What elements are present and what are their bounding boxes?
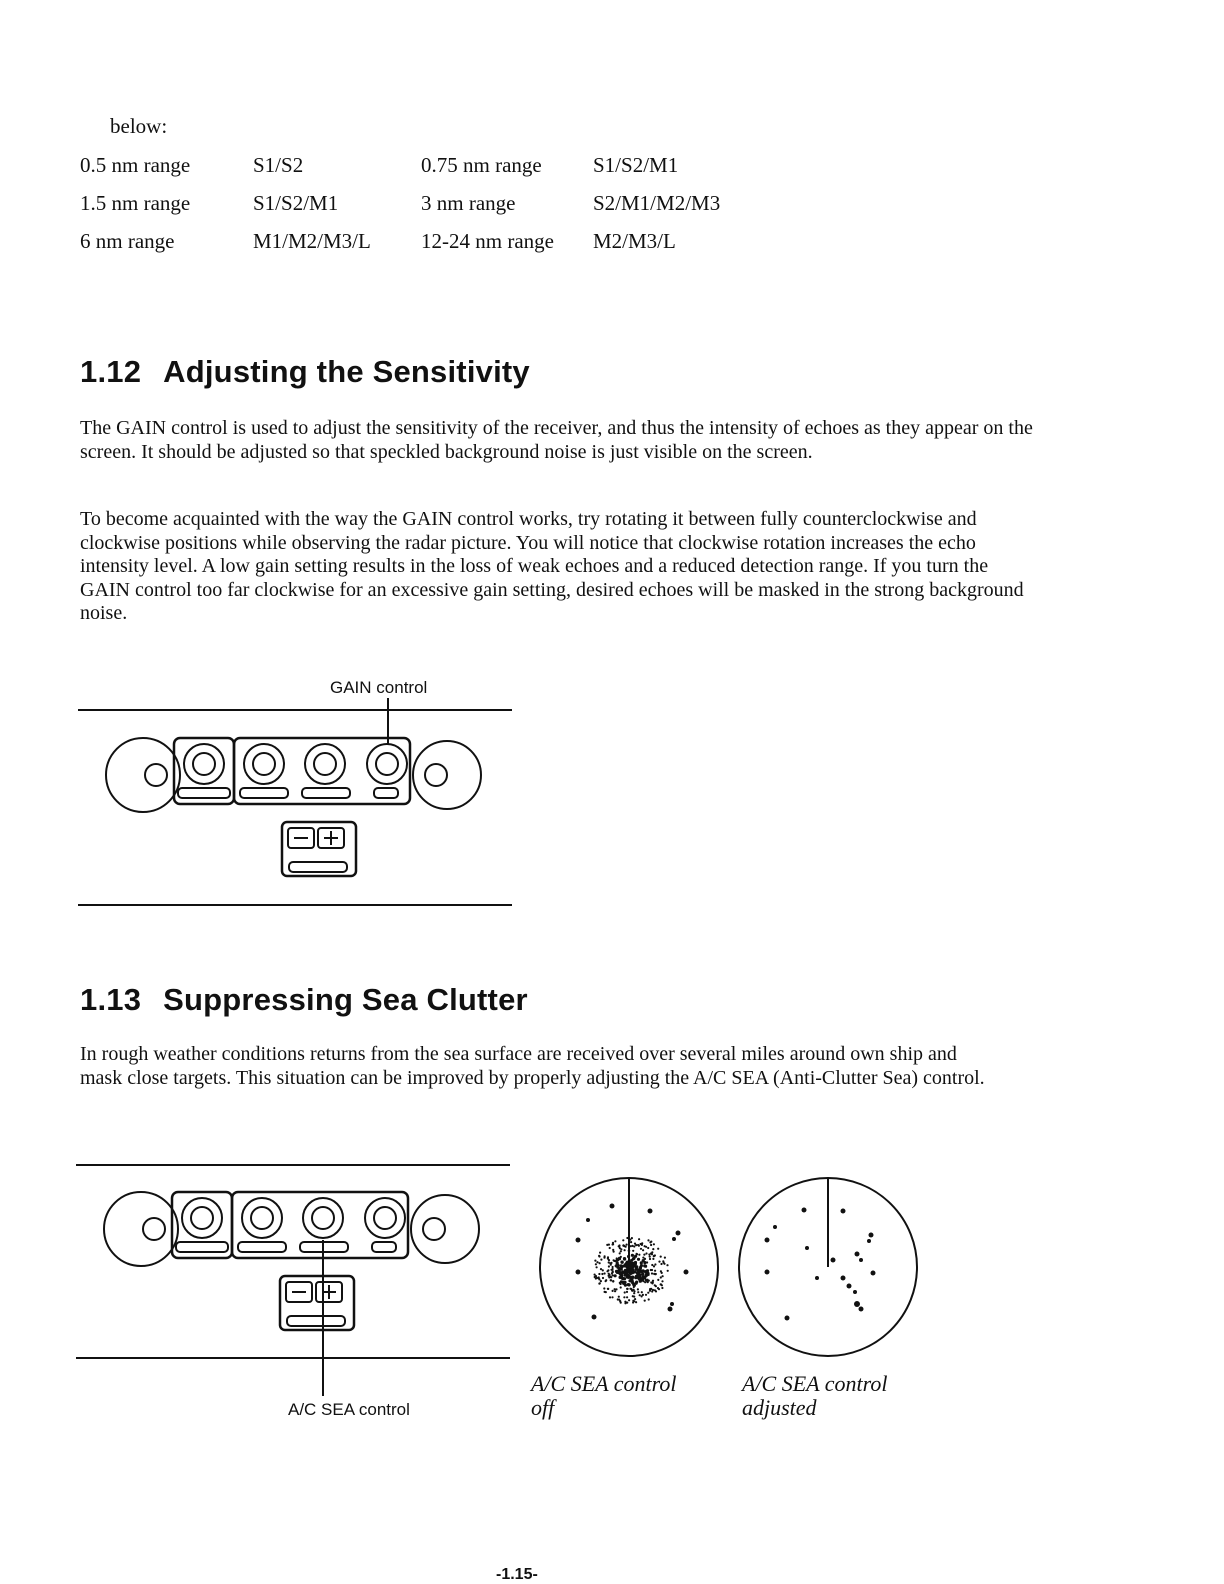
clutter-speck [634,1243,636,1245]
clutter-speck [609,1247,611,1249]
ac-sea-control-label: A/C SEA control [288,1400,410,1419]
clutter-speck [598,1278,600,1280]
clutter-speck [640,1270,643,1273]
section-112-paragraph-1: The GAIN control is used to adjust the sensitivity of the receiver, and thus the intensity of echoes as they appear on the screen. It should be adjusted so that speckled background noise is just visible on the screen. [80,417,1033,463]
clutter-speck [610,1276,612,1278]
clutter-speck [607,1288,609,1290]
clutter-speck [595,1263,597,1265]
clutter-speck [651,1264,653,1266]
clutter-speck [640,1248,642,1250]
clutter-speck [633,1286,635,1288]
clutter-speck [608,1265,610,1267]
clutter-speck [630,1245,632,1247]
clutter-speck [642,1294,644,1296]
clutter-speck [654,1263,656,1265]
clutter-speck [638,1238,640,1240]
clutter-speck [598,1283,600,1285]
clutter-speck [638,1245,640,1247]
clutter-speck [607,1269,609,1271]
clutter-speck [618,1245,620,1247]
clutter-speck [632,1257,635,1260]
clutter-speck [628,1250,630,1252]
range-cell: 3 nm range [421,190,516,215]
clutter-speck [633,1245,635,1247]
clutter-speck [657,1248,659,1250]
clutter-speck [620,1286,622,1288]
clutter-speck [613,1259,615,1261]
clutter-speck [601,1273,603,1275]
clutter-speck [629,1276,632,1279]
clutter-speck [599,1262,601,1264]
clutter-speck [651,1272,653,1274]
clutter-speck [610,1279,612,1281]
clutter-speck [653,1243,655,1245]
clutter-speck [600,1268,602,1270]
clutter-speck [600,1280,602,1282]
clutter-speck [649,1256,651,1258]
radar-scope-off [538,1176,720,1358]
clutter-speck [624,1291,626,1293]
clutter-speck [631,1254,634,1257]
clutter-speck [614,1274,617,1277]
clutter-speck [634,1298,636,1300]
clutter-speck [631,1268,634,1271]
clutter-speck [623,1257,626,1260]
clutter-speck [648,1298,650,1300]
clutter-speck [667,1270,669,1272]
clutter-speck [633,1292,635,1294]
clutter-speck [596,1277,598,1279]
clutter-speck [638,1254,640,1256]
clutter-speck [639,1294,641,1296]
clutter-speck [649,1290,651,1292]
clutter-speck [623,1281,626,1284]
clutter-speck [631,1279,634,1282]
clutter-speck [636,1271,639,1274]
clutter-speck [654,1289,656,1291]
clutter-speck [603,1287,605,1289]
clutter-speck [612,1270,614,1272]
clutter-speck [648,1280,650,1282]
clutter-speck [620,1248,622,1250]
clutter-speck [618,1257,620,1259]
clutter-speck [664,1257,666,1259]
radar-scope-adjusted [737,1176,919,1358]
clutter-speck [620,1302,622,1304]
clutter-speck [647,1292,649,1294]
clutter-speck [629,1239,631,1241]
clutter-speck [612,1266,614,1268]
pulse-cell: S2/M1/M2/M3 [593,190,721,215]
clutter-speck [622,1239,624,1241]
clutter-speck [658,1261,660,1263]
clutter-speck [662,1260,664,1262]
clutter-speck [660,1283,662,1285]
clutter-speck [623,1245,625,1247]
clutter-speck [614,1240,616,1242]
clutter-speck [620,1250,622,1252]
clutter-speck [639,1267,642,1270]
clutter-speck [608,1244,610,1246]
clutter-speck [627,1283,630,1286]
clutter-speck [640,1264,643,1267]
clutter-speck [618,1296,620,1298]
clutter-speck [610,1264,612,1266]
clutter-speck [627,1265,630,1268]
caption-line: adjusted [742,1395,817,1420]
clutter-speck [612,1249,614,1251]
clutter-speck [608,1276,610,1278]
clutter-speck [635,1282,638,1285]
clutter-speck [598,1273,600,1275]
clutter-speck [602,1269,604,1271]
clutter-speck [637,1291,639,1293]
range-cell: 0.5 nm range [80,152,191,177]
clutter-speck [611,1272,613,1274]
clutter-speck [626,1237,628,1239]
clutter-speck [631,1237,633,1239]
clutter-speck [624,1284,627,1287]
section-title: Adjusting the Sensitivity [163,354,530,389]
clutter-speck [637,1288,639,1290]
clutter-speck [661,1272,663,1274]
caption-line: off [531,1395,555,1420]
range-cell: 6 nm range [80,228,175,253]
clutter-speck [634,1276,637,1279]
clutter-speck [594,1260,596,1262]
pulse-cell: S1/S2 [253,152,304,177]
clutter-speck [644,1300,646,1302]
clutter-speck [648,1253,650,1255]
clutter-speck [596,1266,598,1268]
clutter-speck [630,1241,632,1243]
clutter-speck [612,1280,614,1282]
clutter-speck [649,1258,651,1260]
clutter-speck [657,1279,659,1281]
clutter-speck [660,1256,662,1258]
clutter-speck [635,1301,637,1303]
section-113-paragraph-1: In rough weather conditions returns from the sea surface are received over several miles around own ship and mask close targets. This situation can be improved by properly adjusting the A/C SEA (Anti-Clutter Sea) control. [80,1043,985,1089]
clutter-speck [655,1285,657,1287]
clutter-speck [617,1298,619,1300]
range-cell: 0.75 nm range [421,152,542,177]
section-number: 1.13 [80,982,142,1017]
caption-line: A/C SEA control [531,1371,677,1396]
clutter-speck [652,1248,654,1250]
clutter-speck [660,1276,662,1278]
clutter-speck [600,1259,602,1261]
clutter-speck [654,1254,656,1256]
clutter-speck [607,1258,609,1260]
clutter-speck [624,1264,627,1267]
pulse-cell: S1/S2/M1 [253,190,339,215]
clutter-speck [638,1277,641,1280]
intro-text: below: [110,114,168,138]
clutter-speck [661,1280,663,1282]
clutter-speck [643,1254,645,1256]
clutter-speck [612,1274,614,1276]
clutter-speck [647,1239,649,1241]
clutter-speck [643,1261,646,1264]
clutter-speck [647,1247,649,1249]
clutter-speck [615,1288,617,1290]
clutter-speck [609,1296,611,1298]
clutter-speck [637,1258,640,1261]
clutter-speck [645,1271,648,1274]
clutter-speck [661,1287,663,1289]
clutter-speck [619,1282,621,1284]
clutter-speck [614,1288,616,1290]
clutter-speck [621,1277,624,1280]
clutter-speck [623,1296,625,1298]
clutter-speck [611,1296,613,1298]
clutter-speck [649,1241,651,1243]
clutter-speck [651,1290,653,1292]
clutter-speck [616,1262,619,1265]
clutter-speck [603,1257,605,1259]
clutter-speck [642,1276,645,1279]
clutter-speck [599,1252,601,1254]
clutter-speck [632,1295,634,1297]
clutter-speck [624,1249,626,1251]
clutter-speck [642,1249,644,1251]
gain-control-label: GAIN control [330,678,428,697]
range-cell: 12-24 nm range [421,228,554,253]
clutter-speck [633,1300,635,1302]
clutter-speck [662,1275,664,1277]
caption-line: A/C SEA control [742,1371,888,1396]
clutter-speck [619,1252,621,1254]
section-number: 1.12 [80,354,142,389]
clutter-speck [663,1263,665,1265]
clutter-speck [652,1258,654,1260]
clutter-speck [654,1270,656,1272]
section-title: Suppressing Sea Clutter [163,982,528,1017]
clutter-speck [614,1290,616,1292]
clutter-speck [626,1270,629,1273]
clutter-speck [655,1273,657,1275]
clutter-speck [620,1261,623,1264]
caption-scope-off [531,1372,676,1420]
clutter-speck [642,1257,644,1259]
clutter-speck [616,1257,618,1259]
clutter-speck [624,1302,626,1304]
clutter-speck [645,1246,647,1248]
clutter-speck [612,1268,614,1270]
clutter-speck [598,1255,600,1257]
pulse-cell: M1/M2/M3/L [253,228,371,253]
clutter-speck [635,1265,638,1268]
clutter-speck [605,1280,607,1282]
clutter-speck [632,1262,635,1265]
section-112-paragraph-2: To become acquainted with the way the GAIN control works, try rotating it between fully counterclockwise and clockwise positions while observing the radar picture. You will notice that clockwise rotation increases the echo intensity level. A low gain setting results in the loss of weak echoes and a reduced detection range. If you turn the GAIN control too far clockwise for an excessive gain setting, desired echoes will be masked in the strong background noise. [80,508,1024,624]
clutter-speck [627,1288,629,1290]
clutter-speck [652,1281,654,1283]
pulse-cell: S1/S2/M1 [593,152,679,177]
clutter-speck [608,1273,610,1275]
clutter-speck [653,1265,655,1267]
page-number: -1.15- [496,1566,538,1583]
pulse-cell: M2/M3/L [593,228,676,253]
clutter-speck [596,1261,598,1263]
clutter-speck [650,1244,652,1246]
clutter-speck [602,1277,604,1279]
clutter-speck [627,1255,630,1258]
clutter-speck [658,1288,660,1290]
clutter-speck [633,1289,635,1291]
clutter-speck [626,1296,628,1298]
clutter-speck [604,1272,606,1274]
clutter-speck [594,1274,596,1276]
clutter-speck [626,1291,628,1293]
clutter-speck [650,1269,652,1271]
range-cell: 1.5 nm range [80,190,191,215]
clutter-speck [641,1243,643,1245]
clutter-speck [645,1294,647,1296]
clutter-speck [628,1299,630,1301]
clutter-speck [632,1250,634,1252]
clutter-speck [660,1263,662,1265]
clutter-speck [626,1244,628,1246]
clutter-speck [612,1243,614,1245]
caption-scope-adjusted [742,1372,887,1420]
clutter-speck [620,1267,623,1270]
clutter-speck [643,1264,646,1267]
clutter-speck [666,1264,668,1266]
clutter-speck [618,1271,621,1274]
clutter-speck [636,1253,638,1255]
clutter-speck [641,1291,643,1293]
clutter-speck [645,1252,647,1254]
clutter-speck [605,1291,607,1293]
clutter-speck [612,1290,614,1292]
